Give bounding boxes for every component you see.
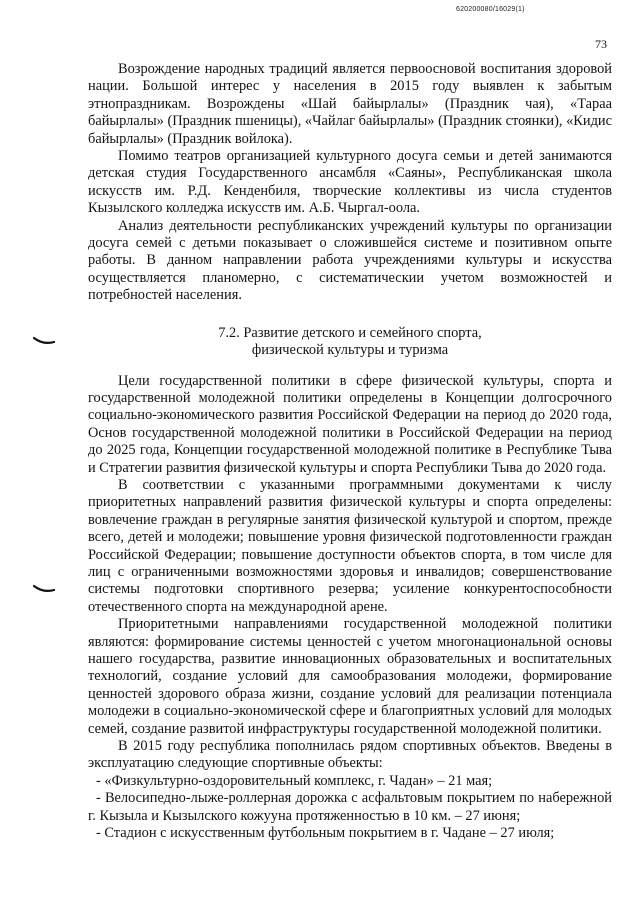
document-id: 620200080/16029(1) <box>456 6 525 13</box>
page-number: 73 <box>595 37 607 51</box>
section-heading-line-2: физической культуры и туризма <box>251 342 449 359</box>
paragraph-priority-directions: В соответствии с указанными программными документами к числу приоритетных направлений развития физической культуры и спорта определены: вовлечение граждан в регулярные занятия физической культурой и спортом, прежде всего, детей и молодежи; повышение уровня физической подготовленности граждан Российской Федерации; повышение доступности объектов спорта, в том числе для лиц с ограниченными возможностями здоровья и инвалидов; совершенствование системы подготовки спортивного резерва; усиление конкурентоспособности отечественного спорта на международной арене. <box>88 476 612 615</box>
section-heading <box>88 325 612 360</box>
list-item: - «Физкультурно-оздоровительный комплекс, г. Чадан» – 21 мая; <box>96 772 493 789</box>
paragraph-policy-goals: Цели государственной политики в сфере физической культуры, спорта и государственной молодежной политики определены в Концепции долгосрочного социально-экономического развития Российской Федерации на период до 2020 года, Основ государственной молодежной политики в Российской Федерации на период до 2025 года, Концепции государственной молодежной политике в Республике Тыва и Стратегии развития физической культуры и спорта Республики Тыва до 2020 года. <box>88 372 612 476</box>
document-body <box>88 61 612 842</box>
binding-mark-top <box>33 336 55 346</box>
paragraph-folk-traditions: Возрождение народных традиций является первоосновой воспитания здоровой нации. Большой интерес у населения в 2015 году выявлен к забытым этнопраздникам. Возрождены «Шай байырлалы» (Праздник чая), «Тараа байырлалы» (Праздник пшеницы), «Чайлаг байырлалы» (Праздник стоянки), «Кидис байырлалы» (Праздник войлока). <box>88 61 612 147</box>
paragraph-family-leisure: Помимо театров организацией культурного досуга семьи и детей занимаются детская студия Государственного ансамбля «Саяны», Республиканская школа искусств им. Р.Д. Кенденбиля, творческие коллективы из числа студентов Кызылского колледжа искусств им. А.Б. Чыргал-оола. <box>88 148 612 217</box>
list-item: - Стадион с искусственным футбольным покрытием в г. Чадане – 27 июля; <box>96 825 555 842</box>
section-heading-line-1: 7.2. Развитие детского и семейного спорта, <box>218 324 482 341</box>
binding-mark-bottom <box>33 584 55 594</box>
paragraph-youth-policy: Приоритетными направлениями государственной молодежной политики являются: формирование системы ценностей с учетом многонациональной основы нашего государства, развитие инновационных образовательных и воспитательных технологий, создание условий для самообразования молодежи, формирование ценностей здорового образа жизни, создание условий для реализации потенциала молодежи в социально-экономической сфере и благоприятных условий для молодых семей, создание развитой инфраструктуры государственной молодежной политики. <box>88 616 612 737</box>
paragraph-culture-analysis: Анализ деятельности республиканских учреждений культуры по организации досуга семей с детьми показывает о сложившейся системе и позитивном опыте работы. В данном направлении работа учреждениями культуры и искусства осуществляется планомерно, с систематическии учетом возможностей и потребностей населения. <box>88 217 612 304</box>
paragraph-sport-facilities: В 2015 году республика пополнилась рядом спортивных объектов. Введены в эксплуатацию следующие спортивные объекты: <box>88 738 612 772</box>
list-item: - Велосипедно-лыже-роллерная дорожка с асфальтовым покрытием по набережной г. Кызыла и Кызылского кожууна протяженностью в 10 км. – 27 июня; <box>88 790 612 824</box>
